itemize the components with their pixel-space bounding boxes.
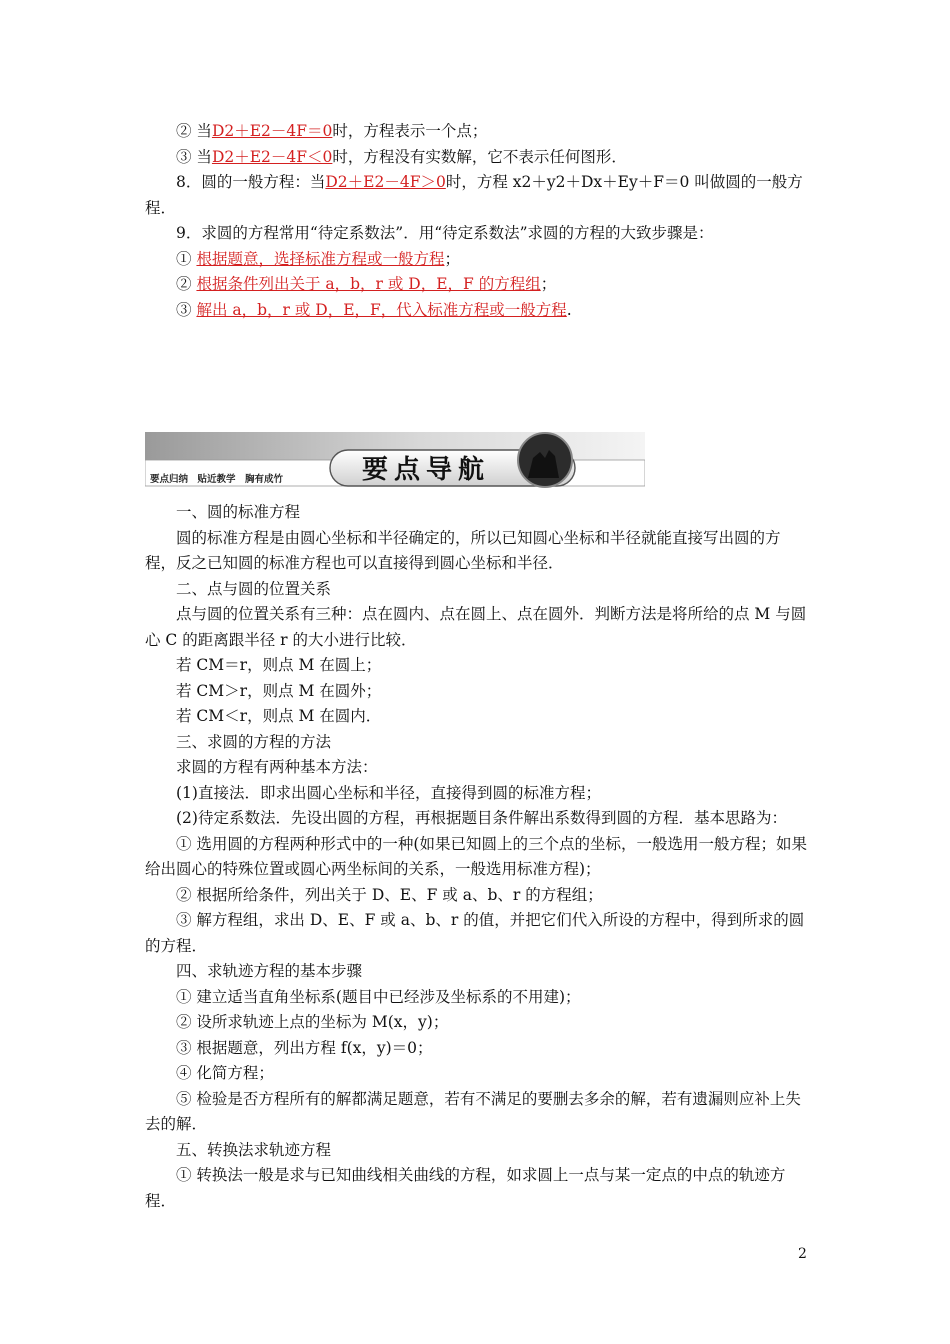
body-paragraph: 若 CM＜r，则点 M 在圆内．	[176, 707, 382, 725]
text: 时，方程 x2＋y2＋Dx＋Ey＋F＝0 叫做圆的一般方	[445, 173, 803, 191]
answer-blank: 根据条件列出关于 a，b，r 或 D，E，F 的方程组	[196, 275, 541, 293]
text: 时，方程表示一个点；	[332, 122, 488, 140]
body-paragraph: ① 选用圆的方程两种形式中的一种(如果已知圆上的三个点的坐标，一般选用一般方程；如果给出圆心的特殊位置或圆心两坐标间的关系，一般选用标准方程)；	[145, 834, 807, 878]
step-3-line	[145, 298, 810, 324]
text: ；	[540, 275, 557, 293]
condition-point-line	[145, 119, 810, 145]
text: ②	[176, 275, 197, 293]
answer-blank: 根据题意，选择标准方程或一般方程	[196, 249, 445, 268]
body-paragraph: 一、圆的标准方程	[176, 503, 301, 521]
body-paragraph: ④ 化简方程；	[176, 1064, 274, 1082]
body-paragraph: (2)待定系数法．先设出圆的方程，再根据题目条件解出系数得到圆的方程．基本思路为：	[176, 809, 787, 827]
body-paragraph: 求圆的方程有两种基本方法：	[176, 758, 378, 776]
step-2-line	[145, 272, 810, 298]
text: 时，方程没有实数解，它不表示任何图形．	[332, 147, 627, 166]
text: ③ 当	[176, 147, 212, 166]
section-banner	[145, 428, 645, 492]
page-number: 2	[798, 1246, 807, 1262]
text: ② 当	[176, 122, 212, 140]
body-paragraph: ② 设所求轨迹上点的坐标为 M(x，y)；	[176, 1013, 449, 1031]
body-paragraph: 圆的标准方程是由圆心坐标和半径确定的，所以已知圆心坐标和半径就能直接写出圆的方程，反之已知圆的标准方程也可以直接得到圆心坐标和半径．	[145, 528, 781, 572]
answer-blank: D2＋E2－4F＜0	[211, 147, 333, 166]
body-paragraph: (1)直接法．即求出圆心坐标和半径，直接得到圆的标准方程；	[176, 783, 601, 802]
undetermined-coef-line: 9．求圆的方程常用“待定系数法”．用“待定系数法”求圆的方程的大致步骤是：	[176, 224, 714, 242]
text: ；	[444, 249, 460, 268]
text: ③	[176, 300, 197, 319]
body-paragraph: 四、求轨迹方程的基本步骤	[176, 962, 363, 980]
answer-blank: D2＋E2－4F＝0	[211, 122, 333, 140]
body-paragraph: ③ 解方程组，求出 D、E、F 或 a、b、r 的值，并把它们代入所设的方程中，得到所求的圆的方程．	[145, 911, 805, 955]
general-equation-line	[145, 170, 810, 196]
text: 8．圆的一般方程：当	[176, 173, 326, 191]
top-section	[145, 119, 810, 323]
condition-none-line	[145, 145, 810, 171]
text: .	[566, 300, 572, 319]
body-paragraph: ⑤ 检验是否方程所有的解都满足题意，若有不满足的要删去多余的解，若有遗漏则应补上失去的解．	[145, 1089, 801, 1133]
banner-subtitle: 要点归纳 贴近教学 胸有成竹	[150, 474, 284, 485]
body-paragraph: ③ 根据题意，列出方程 f(x，y)＝0；	[176, 1038, 433, 1057]
answer-blank: D2＋E2－4F＞0	[325, 173, 446, 191]
body-paragraph: 二、点与圆的位置关系	[176, 579, 332, 598]
body-paragraph: 三、求圆的方程的方法	[176, 732, 332, 751]
answer-blank: 解出 a，b，r 或 D，E，F，代入标准方程或一般方程	[196, 300, 567, 319]
general-equation-cont: 程．	[145, 198, 177, 217]
body-paragraph: 若 CM＞r，则点 M 在圆外；	[176, 681, 382, 700]
body-paragraph: 点与圆的位置关系有三种：点在圆内、点在圆上、点在圆外．判断方法是将所给的点 M 与圆心 C 的距离跟半径 r 的大小进行比较．	[145, 605, 807, 649]
banner-title: 要点导航	[362, 455, 491, 485]
main-section	[145, 500, 810, 1214]
body-paragraph: 若 CM＝r，则点 M 在圆上；	[176, 656, 382, 674]
step-1-line	[145, 247, 810, 273]
body-paragraph: ① 建立适当直角坐标系(题目中已经涉及坐标系的不用建)；	[176, 987, 581, 1006]
body-paragraph: ① 转换法一般是求与已知曲线相关曲线的方程，如求圆上一点与某一定点的中点的轨迹方程．	[145, 1166, 786, 1210]
body-paragraph: ② 根据所给条件，列出关于 D、E、F 或 a、b、r 的方程组；	[176, 885, 603, 904]
text: ①	[176, 249, 197, 268]
body-paragraph: 五、转换法求轨迹方程	[176, 1140, 332, 1159]
